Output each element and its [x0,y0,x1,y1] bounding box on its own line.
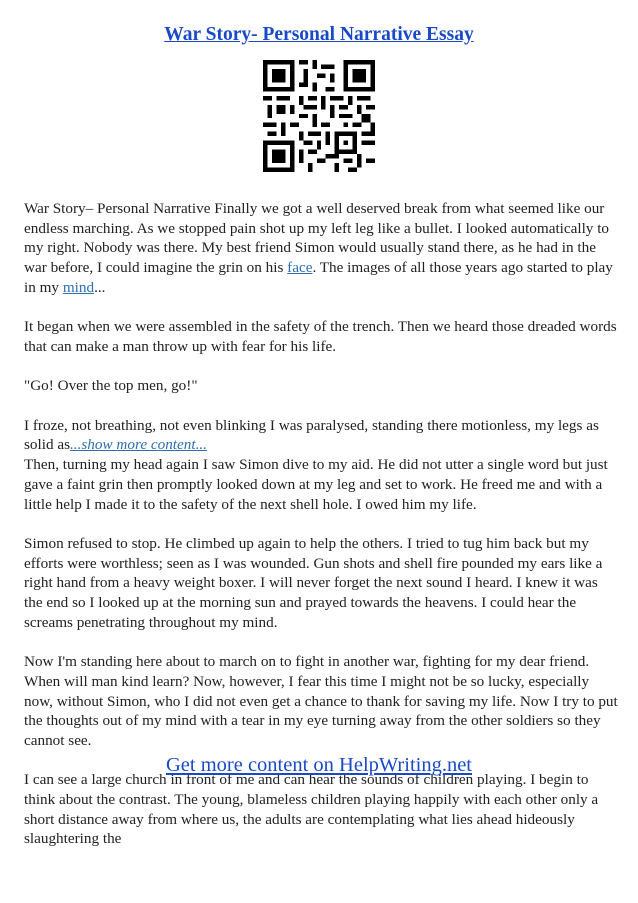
paragraph-7: I can see a large church in front of me and can hear the sounds of children playing. I begin to think about the contrast. The young, blameless children playing happily with each other only a short distance away from where us, the adults are contemplating what lies ahead hideously slaughtering the [24,771,599,848]
page-title[interactable]: War Story- Personal Narrative Essay [164,24,474,45]
paragraph-4-after: Then, turning my head again I saw Simon dive to my aid. He did not utter a single word but just gave a faint grin then promptly looked down at my leg and set to work. He freed me and with a little help I made it to the safety of the next shell hole. I owed him my life. [24,456,608,513]
qr-code-icon [263,60,375,172]
paragraph-1-text: War Story– Personal Narrative Finally we got a well deserved break from what seemed like our endless marching. As we stopped pain shot up my left leg like a bullet. I looked automatically to my right. Nobody was there. My best friend Simon would usually stand there, as he had in the war before, I could imagine the grin on his [24,200,610,277]
mind-link[interactable]: mind [62,278,95,296]
paragraph-4 [24,416,620,515]
paragraph-1-end: ... [94,278,106,296]
paragraph-1 [24,199,620,298]
paragraph-3: "Go! Over the top men, go!" [24,377,198,395]
face-link[interactable]: face [287,259,313,277]
paragraph-1-mid: . The images of all those years ago started to play in my [24,259,613,296]
paragraph-5: Simon refused to stop. He climbed up again to help the others. I tried to tug him back but my efforts were worthless; seen as I was wounded. Gun shots and shell fire pounded my ears like a right hand from a heavy weight boxer. I will never forget the next sound I heard. I knew it was the end so I looked up at the morning sun and prayed towards the heavens. I could hear the screams penetrating throughout my mind. [24,534,603,631]
footer-link[interactable]: Get more content on HelpWriting.net [165,754,473,776]
paragraph-4-text: I froze, not breathing, not even blinking I was paralysed, standing there motionless, my legs as solid as [24,416,599,454]
show-more-link[interactable]: ...show more content... [70,436,207,454]
paragraph-2: It began when we were assembled in the safety of the trench. Then we heard those dreaded words that can make a man throw up with fear for his life. [24,318,617,355]
paragraph-6: Now I'm standing here about to march on to fight in another war, fighting for my dear friend. When will man kind learn? Now, however, I fear this time I might not be so lucky, especially now, without Simon, who I did not even get a chance to thank for saving my life. Now I try to put the thoughts out of my mind with a tear in my eye turning away from the other soldiers so they cannot see. [24,653,618,749]
